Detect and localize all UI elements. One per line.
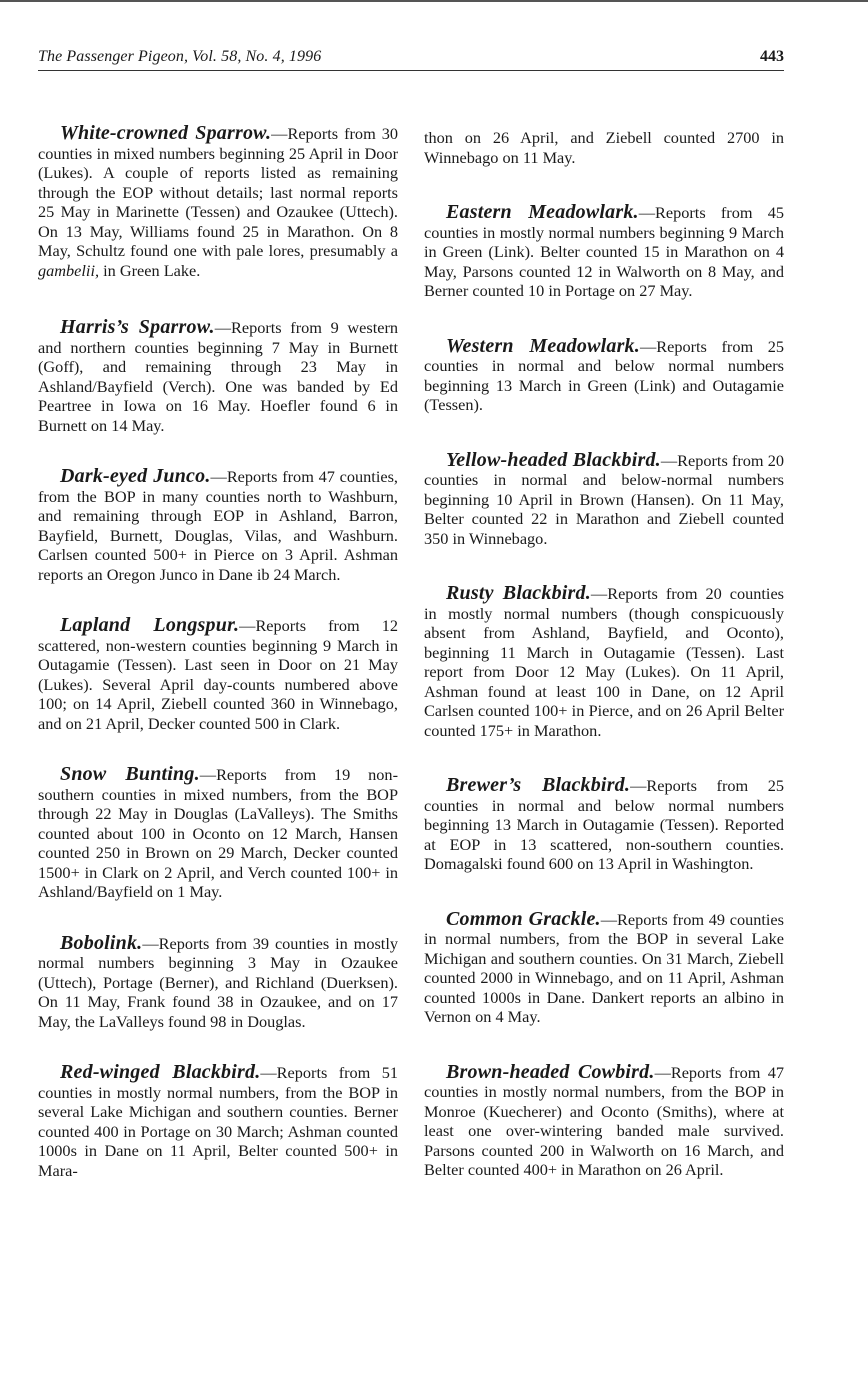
left-column [38, 124, 398, 1180]
species-name: Rusty Blackbird. [446, 582, 591, 604]
species-entry [424, 776, 784, 874]
species-entry [38, 124, 398, 280]
entry-text: —Reports from 47 counties in mostly normal numbers, from the BOP in Monroe (Kuecherer) and Oconto (Smiths), where at least one over-wintering banded male survived. Parsons counted 200 in Walworth on 16 March, and Belter counted 400+ in Marathon on 26 April. [424, 1062, 784, 1179]
species-name: Lapland Longspur. [60, 614, 240, 636]
species-entry [424, 334, 784, 415]
entry-text: —Reports from 19 non-southern counties in mixed numbers, from the BOP through 22 May in Douglas (LaValleys). The Smiths counted about 100 in Oconto on 12 March, Hansen counted 250 in Brown on 29 March, Decker counted 1500+ in Clark on 2 April, and Verch counted 100+ in Ashland/Bayfield on 1 May. [38, 765, 398, 901]
species-entry [38, 318, 398, 435]
species-name: Harris’s Sparrow. [60, 316, 215, 338]
species-entry [424, 907, 784, 1027]
species-name: Bobolink. [60, 931, 143, 954]
species-name: Western Meadowlark. [446, 334, 640, 357]
entry-text: —Reports from 45 counties in mostly normal numbers beginning 9 March in Green (Link). Belter counted 15 in Marathon on 4 May, Parsons counted 12 in Walworth on 8 May, and Berner counted 10 in Portage on 27 May. [424, 203, 784, 300]
entry-text: —Reports from 20 counties in mostly normal numbers (though conspicuously absent from Ashland, Bayfield, and Oconto), beginning 11 March in Outagamie (Tessen). Last report from Door 12 May (Lukes). On 11 April, Ashman found at least 100 in Dane, on 12 April Carlsen counted 100+ in Pierce, and on 26 April Belter counted 175+ in Marathon. [424, 584, 785, 740]
species-name: White-crowned Sparrow. [60, 122, 272, 144]
species-entry [38, 467, 398, 584]
entry-text: —Reports from 47 counties, from the BOP in many counties north to Washburn, and remaining through EOP in Ashland, Barron, Bayfield, Burnett, Douglas, Vilas, and Washburn. Carlsen counted 500+ in Pierce on 3 April. Ashman reports an Oregon Junco in Dane ib 24 March. [38, 467, 398, 584]
entry-text: —Reports from 39 counties in mostly normal numbers beginning 3 May in Ozaukee (Uttech), Portage (Berner), and Richland (Duerksen). On 11 May, Frank found 38 in Ozaukee, and on 17 May, the LaValleys found 98 in Douglas. [38, 933, 398, 1031]
species-entry-continued [424, 128, 784, 167]
right-column [424, 124, 784, 1180]
top-border-rule [0, 0, 868, 2]
species-entry [38, 616, 398, 733]
entry-text: —Reports from 20 counties in normal and below-normal numbers beginning 10 April in Brown (Hansen). On 11 May, Belter counted 22 in Marathon and Ziebell counted 350 in Winnebago. [424, 450, 785, 548]
running-header [38, 46, 784, 71]
species-name: Common Grackle. [446, 907, 601, 930]
species-name: Snow Bunting. [60, 763, 200, 785]
entry-text: —Reports from 12 scattered, non-western counties beginning 9 March in Outagamie (Tessen). Last seen in Door on 21 May (Lukes). Several April day-counts numbered above 100; on 14 April, Ziebell counted 360 in Winnebago, and on 21 April, Decker counted 500 in Clark. [38, 616, 398, 733]
species-name: Yellow-headed Blackbird. [446, 448, 661, 471]
species-name: Red-winged Blackbird. [60, 1061, 261, 1083]
species-name: Eastern Meadowlark. [446, 201, 639, 223]
entry-text: thon on 26 April, and Ziebell counted 2700 in Winnebago on 11 May. [424, 128, 784, 167]
entry-italic-text: gambelii, [38, 260, 100, 280]
journal-citation: The Passenger Pigeon, Vol. 58, No. 4, 1996 [38, 48, 322, 65]
species-entry [38, 765, 398, 902]
entry-text: —Reports from 25 counties in normal and below normal numbers beginning 13 March in Green (Link) and Outagamie (Tessen). [424, 336, 784, 414]
entry-text-end: in Green Lake. [99, 260, 201, 280]
species-name: Brown-headed Cowbird. [446, 1060, 655, 1083]
species-entry [38, 1063, 398, 1180]
entry-text: —Reports from 49 counties in normal numbers, from the BOP in several Lake Michigan and southern counties. On 31 March, Ziebell counted 2000 in Winnebago, and on 11 April, Ashman counted 1000s in Dane. Dankert reports an albino in Vernon on 4 May. [424, 909, 784, 1026]
species-name: Brewer’s Blackbird. [446, 774, 631, 796]
entry-text: —Reports from 51 counties in mostly normal numbers, from the BOP in several Lake Michigan and southern counties. Berner counted 400 in Portage on 30 March; Ashman counted 1000s in Dane on 11 April, Belter counted 500+ in Mara- [38, 1063, 398, 1180]
page-number: 443 [760, 48, 784, 65]
entry-text: —Reports from 30 counties in mixed numbers beginning 25 April in Door (Lukes). A couple of reports listed as remaining through the EOP without details; last normal reports 25 May in Marinette (Tessen) and Ozaukee (Uttech). On 13 May, Williams found 25 in Marathon. On 8 May, Schultz found one with pale lores, presumably a [38, 124, 399, 260]
entry-text: —Reports from 25 counties in normal and below normal numbers beginning 13 March in Outagamie (Tessen). Reported at EOP in 13 scattered, non-southern counties. Domagalski found 600 on 13 April in Washington. [424, 776, 784, 873]
species-name: Dark-eyed Junco. [60, 465, 211, 487]
entry-text: —Reports from 9 western and northern counties beginning 7 May in Burnett (Goff), and remaining through 23 May in Ashland/Bayfield (Verch). One was banded by Ed Peartree in Iowa on 16 May. Hoefler found 6 in Burnett on 14 May. [38, 318, 399, 435]
species-entry [424, 584, 784, 740]
species-entry [424, 1060, 784, 1180]
species-entry [424, 203, 784, 301]
species-entry [424, 448, 785, 549]
species-entry [38, 931, 398, 1032]
